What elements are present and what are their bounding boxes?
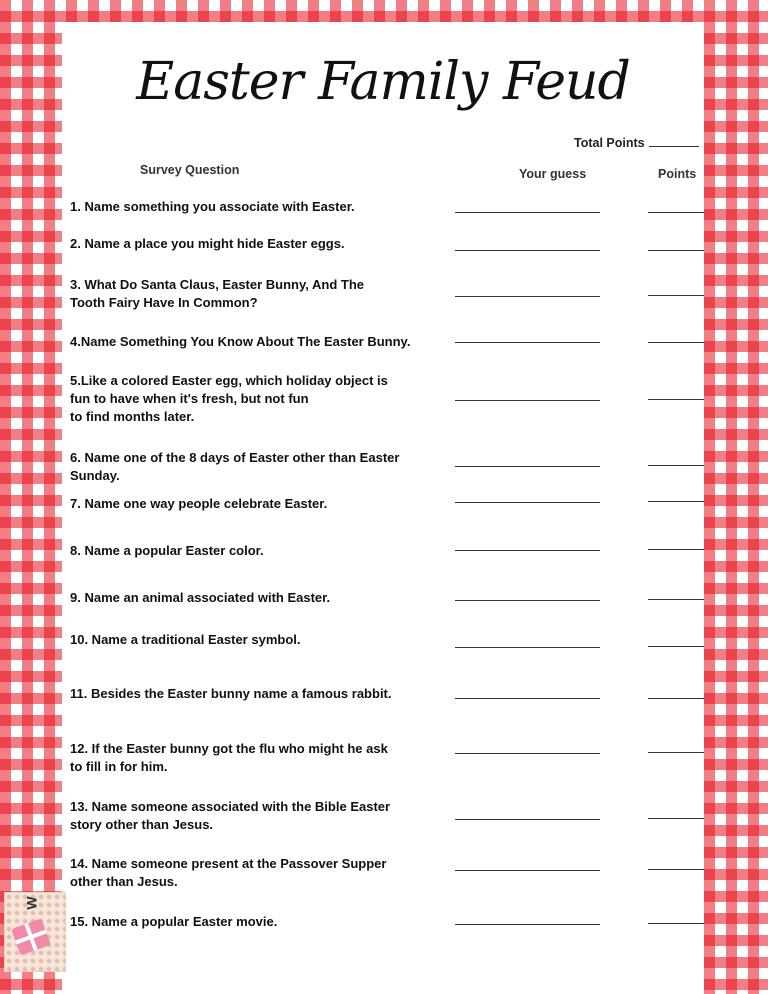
points-line-4[interactable] — [648, 342, 704, 343]
question-2: 2. Name a place you might hide Easter eggs. — [70, 236, 345, 251]
question-9: 9. Name an animal associated with Easter. — [70, 590, 331, 605]
question-8: 8. Name a popular Easter color. — [70, 543, 264, 558]
guess-line-15[interactable] — [455, 924, 600, 925]
guess-line-7[interactable] — [455, 502, 600, 503]
watermark-badge — [4, 892, 66, 972]
guess-line-9[interactable] — [455, 600, 600, 601]
guess-line-13[interactable] — [455, 819, 600, 820]
guess-line-4[interactable] — [455, 342, 600, 343]
header-your-guess: Your guess — [519, 167, 587, 181]
question-7: 7. Name one way people celebrate Easter. — [70, 496, 328, 511]
question-15: 15. Name a popular Easter movie. — [70, 914, 278, 929]
question-5: 5.Like a colored Easter egg, which holiday object is fun to have when it's fresh, but not fun to find months later. — [70, 373, 388, 424]
points-line-3[interactable] — [648, 295, 704, 296]
question-14: 14. Name someone present at the Passover Supper other than Jesus. — [70, 856, 387, 889]
points-line-8[interactable] — [648, 549, 704, 550]
guess-line-3[interactable] — [455, 296, 600, 297]
question-13: 13. Name someone associated with the Bible Easter story other than Jesus. — [70, 799, 391, 832]
points-line-12[interactable] — [648, 752, 704, 753]
guess-line-12[interactable] — [455, 753, 600, 754]
points-line-10[interactable] — [648, 646, 704, 647]
points-line-1[interactable] — [648, 212, 704, 213]
total-points-blank[interactable] — [649, 146, 699, 147]
page-title: Easter Family Feud — [136, 52, 630, 112]
total-points-label: Total Points — [574, 136, 645, 150]
worksheet-sheet — [62, 22, 704, 994]
question-11: 11. Besides the Easter bunny name a famous rabbit. — [70, 686, 392, 701]
question-1: 1. Name something you associate with Easter. — [70, 199, 355, 214]
points-line-9[interactable] — [648, 599, 704, 600]
watermark-letter: W — [23, 896, 40, 910]
points-line-14[interactable] — [648, 869, 704, 870]
guess-line-14[interactable] — [455, 870, 600, 871]
points-line-15[interactable] — [648, 923, 704, 924]
points-line-6[interactable] — [648, 465, 704, 466]
guess-line-11[interactable] — [455, 698, 600, 699]
points-line-13[interactable] — [648, 818, 704, 819]
points-line-11[interactable] — [648, 698, 704, 699]
points-line-2[interactable] — [648, 250, 704, 251]
points-line-5[interactable] — [648, 399, 704, 400]
guess-line-1[interactable] — [455, 212, 600, 213]
question-6: 6. Name one of the 8 days of Easter other than Easter Sunday. — [70, 450, 400, 483]
guess-line-10[interactable] — [455, 647, 600, 648]
points-line-7[interactable] — [648, 501, 704, 502]
header-points: Points — [658, 167, 697, 181]
question-10: 10. Name a traditional Easter symbol. — [70, 632, 301, 647]
question-3: 3. What Do Santa Claus, Easter Bunny, And The Tooth Fairy Have In Common? — [70, 277, 364, 310]
total-points — [574, 136, 699, 150]
guess-line-2[interactable] — [455, 250, 600, 251]
question-4: 4.Name Something You Know About The Easter Bunny. — [70, 334, 411, 349]
header-survey-question: Survey Question — [140, 163, 240, 177]
guess-line-8[interactable] — [455, 550, 600, 551]
guess-line-6[interactable] — [455, 466, 600, 467]
question-12: 12. If the Easter bunny got the flu who might he ask to fill in for him. — [70, 741, 388, 774]
gift-icon — [11, 918, 51, 955]
guess-line-5[interactable] — [455, 400, 600, 401]
